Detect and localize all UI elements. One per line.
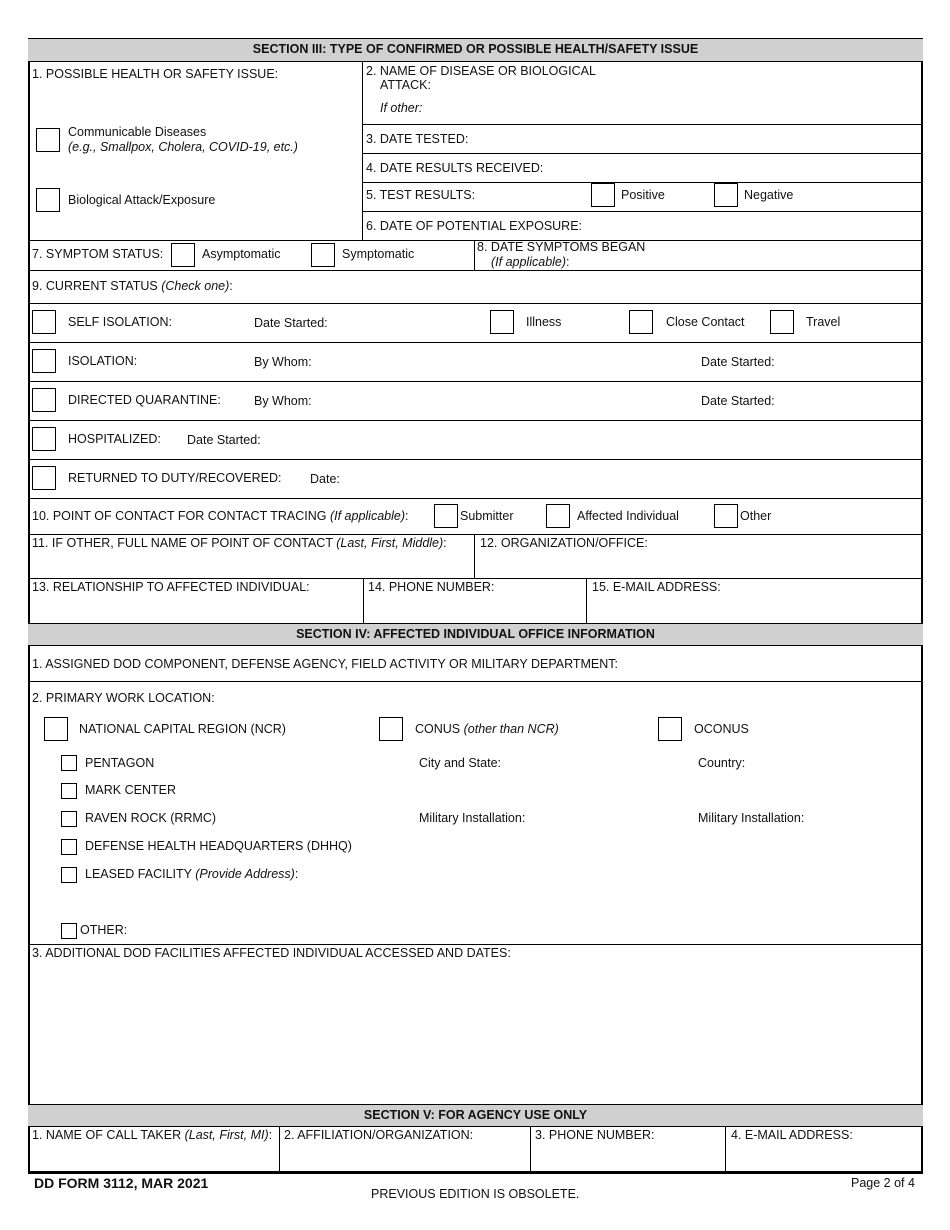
symptomatic-label: Symptomatic xyxy=(342,247,415,261)
raven-rock-checkbox[interactable] xyxy=(61,811,77,827)
divider xyxy=(28,681,923,682)
s3-col-divider xyxy=(362,62,363,240)
other-location-label: OTHER: xyxy=(80,923,128,937)
other-location-checkbox[interactable] xyxy=(61,923,77,939)
divider xyxy=(725,1127,726,1172)
divider xyxy=(474,534,475,578)
pentagon-label: PENTAGON xyxy=(85,756,155,770)
q15-label: 15. E-MAIL ADDRESS: xyxy=(592,580,721,594)
divider xyxy=(362,182,923,183)
quarantine-by-whom-label: By Whom: xyxy=(254,394,312,408)
s5-q2-label: 2. AFFILIATION/ORGANIZATION: xyxy=(284,1128,474,1142)
asymptomatic-checkbox[interactable] xyxy=(171,243,195,267)
biological-label: Biological Attack/Exposure xyxy=(68,193,216,207)
q3-label: 3. DATE TESTED: xyxy=(366,132,469,146)
divider xyxy=(28,342,923,343)
q2-label: 2. NAME OF DISEASE OR BIOLOGICAL xyxy=(366,64,596,78)
positive-label: Positive xyxy=(621,188,665,202)
obsolete-notice: PREVIOUS EDITION IS OBSOLETE. xyxy=(371,1187,580,1201)
divider xyxy=(28,498,923,499)
divider xyxy=(586,578,587,623)
self-isolation-label: SELF ISOLATION: xyxy=(68,315,172,329)
travel-checkbox[interactable] xyxy=(770,310,794,334)
negative-label: Negative xyxy=(744,188,794,202)
returned-checkbox[interactable] xyxy=(32,466,56,490)
hospitalized-label: HOSPITALIZED: xyxy=(68,432,161,446)
quarantine-label: DIRECTED QUARANTINE: xyxy=(68,393,221,407)
q10-label: 10. POINT OF CONTACT FOR CONTACT TRACING (If applicable): xyxy=(32,509,409,523)
isolation-label: ISOLATION: xyxy=(68,354,138,368)
divider xyxy=(28,240,923,241)
s4-q3-label: 3. ADDITIONAL DOD FACILITIES AFFECTED INDIVIDUAL ACCESSED AND DATES: xyxy=(32,946,511,960)
s4-q1-label: 1. ASSIGNED DOD COMPONENT, DEFENSE AGENCY, FIELD ACTIVITY OR MILITARY DEPARTMENT: xyxy=(32,657,619,671)
q9-label: 9. CURRENT STATUS (Check one): xyxy=(32,279,233,293)
leased-facility-checkbox[interactable] xyxy=(61,867,77,883)
close-contact-checkbox[interactable] xyxy=(629,310,653,334)
leased-facility-label: LEASED FACILITY (Provide Address): xyxy=(85,867,299,881)
section-4-header: SECTION IV: AFFECTED INDIVIDUAL OFFICE INFORMATION xyxy=(28,623,923,646)
mark-center-label: MARK CENTER xyxy=(85,783,176,797)
divider xyxy=(279,1127,280,1172)
returned-label: RETURNED TO DUTY/RECOVERED: xyxy=(68,471,282,485)
divider xyxy=(28,944,923,945)
divider xyxy=(362,211,923,212)
self-isolation-date-label: Date Started: xyxy=(254,316,328,330)
symptomatic-checkbox[interactable] xyxy=(311,243,335,267)
divider xyxy=(28,534,923,535)
divider xyxy=(530,1127,531,1172)
divider xyxy=(28,270,923,271)
divider xyxy=(474,240,475,270)
affected-individual-checkbox[interactable] xyxy=(546,504,570,528)
divider xyxy=(28,459,923,460)
s5-q3-label: 3. PHONE NUMBER: xyxy=(535,1128,655,1142)
q8-note: (If applicable): xyxy=(491,255,570,269)
communicable-checkbox[interactable] xyxy=(36,128,60,152)
hospitalized-date-label: Date Started: xyxy=(187,433,261,447)
close-contact-label: Close Contact xyxy=(666,315,745,329)
oconus-military-installation-label: Military Installation: xyxy=(698,811,805,825)
divider xyxy=(28,303,923,304)
section-3-header: SECTION III: TYPE OF CONFIRMED OR POSSIBLE HEALTH/SAFETY ISSUE xyxy=(28,38,923,62)
q6-label: 6. DATE OF POTENTIAL EXPOSURE: xyxy=(366,219,583,233)
conus-label: CONUS (other than NCR) xyxy=(415,722,559,736)
city-state-label: City and State: xyxy=(419,756,501,770)
pentagon-checkbox[interactable] xyxy=(61,755,77,771)
biological-checkbox[interactable] xyxy=(36,188,60,212)
divider xyxy=(28,420,923,421)
dhhq-checkbox[interactable] xyxy=(61,839,77,855)
q11-label: 11. IF OTHER, FULL NAME OF POINT OF CONTACT (Last, First, Middle): xyxy=(32,536,447,550)
q8-label: 8. DATE SYMPTOMS BEGAN xyxy=(477,240,646,254)
communicable-example: (e.g., Smallpox, Cholera, COVID-19, etc.) xyxy=(68,140,298,154)
mark-center-checkbox[interactable] xyxy=(61,783,77,799)
returned-date-label: Date: xyxy=(310,472,340,486)
divider xyxy=(362,153,923,154)
q14-label: 14. PHONE NUMBER: xyxy=(368,580,495,594)
travel-label: Travel xyxy=(806,315,841,329)
s4-q2-label: 2. PRIMARY WORK LOCATION: xyxy=(32,691,215,705)
dhhq-label: DEFENSE HEALTH HEADQUARTERS (DHHQ) xyxy=(85,839,352,853)
q13-label: 13. RELATIONSHIP TO AFFECTED INDIVIDUAL: xyxy=(32,580,310,594)
q1-label: 1. POSSIBLE HEALTH OR SAFETY ISSUE: xyxy=(32,67,279,81)
submitter-label: Submitter xyxy=(460,509,514,523)
q7-label: 7. SYMPTOM STATUS: xyxy=(32,247,164,261)
hospitalized-checkbox[interactable] xyxy=(32,427,56,451)
q2-if-other: If other: xyxy=(380,101,423,115)
self-isolation-checkbox[interactable] xyxy=(32,310,56,334)
other-contact-label: Other xyxy=(740,509,772,523)
section-5-header: SECTION V: FOR AGENCY USE ONLY xyxy=(28,1104,923,1127)
q2-label-2: ATTACK: xyxy=(380,78,431,92)
raven-rock-label: RAVEN ROCK (RRMC) xyxy=(85,811,217,825)
conus-checkbox[interactable] xyxy=(379,717,403,741)
positive-checkbox[interactable] xyxy=(591,183,615,207)
divider xyxy=(28,381,923,382)
s5-q1-label: 1. NAME OF CALL TAKER (Last, First, MI): xyxy=(32,1128,273,1142)
form-id: DD FORM 3112, MAR 2021 xyxy=(34,1175,209,1191)
quarantine-checkbox[interactable] xyxy=(32,388,56,412)
q12-label: 12. ORGANIZATION/OFFICE: xyxy=(480,536,648,550)
divider xyxy=(363,578,364,623)
quarantine-date-label: Date Started: xyxy=(701,394,775,408)
s5-q4-label: 4. E-MAIL ADDRESS: xyxy=(731,1128,853,1142)
country-label: Country: xyxy=(698,756,746,770)
form-frame xyxy=(28,38,923,1174)
page-number: Page 2 of 4 xyxy=(851,1176,915,1190)
q5-label: 5. TEST RESULTS: xyxy=(366,188,476,202)
negative-checkbox[interactable] xyxy=(714,183,738,207)
illness-label: Illness xyxy=(526,315,562,329)
affected-individual-label: Affected Individual xyxy=(577,509,679,523)
asymptomatic-label: Asymptomatic xyxy=(202,247,281,261)
isolation-by-whom-label: By Whom: xyxy=(254,355,312,369)
q4-label: 4. DATE RESULTS RECEIVED: xyxy=(366,161,544,175)
divider xyxy=(362,124,923,125)
isolation-date-label: Date Started: xyxy=(701,355,775,369)
communicable-label: Communicable Diseases xyxy=(68,125,207,139)
divider xyxy=(28,578,923,579)
ncr-checkbox[interactable] xyxy=(44,717,68,741)
illness-checkbox[interactable] xyxy=(490,310,514,334)
oconus-label: OCONUS xyxy=(694,722,749,736)
ncr-label: NATIONAL CAPITAL REGION (NCR) xyxy=(79,722,286,736)
isolation-checkbox[interactable] xyxy=(32,349,56,373)
other-contact-checkbox[interactable] xyxy=(714,504,738,528)
conus-military-installation-label: Military Installation: xyxy=(419,811,526,825)
submitter-checkbox[interactable] xyxy=(434,504,458,528)
oconus-checkbox[interactable] xyxy=(658,717,682,741)
